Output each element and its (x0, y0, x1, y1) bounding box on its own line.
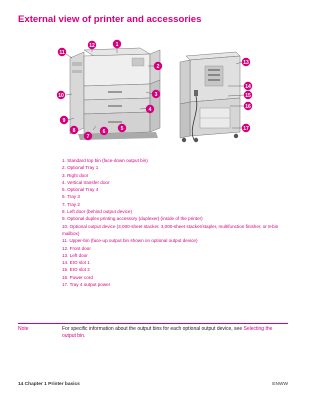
list-item: 17. Tray 4 output power (62, 282, 111, 288)
svg-text:12: 12 (89, 42, 95, 49)
list-item: 1. Standard top bin (face-down output bin) (62, 158, 148, 163)
printer-illustration (0, 36, 300, 154)
svg-text:14: 14 (245, 83, 251, 90)
page-footer-chapter: 14 Chapter 1 Printer basics (18, 382, 80, 387)
list-item: 4. Vertical transfer door (62, 179, 110, 185)
callout-10 (57, 91, 65, 99)
list-item: 6. Tray 3 (62, 194, 80, 200)
printer-front-view (70, 48, 160, 140)
list-item: 5. Optional Tray 4 (62, 187, 99, 193)
list-item: 12. Front door (62, 245, 91, 251)
list-item: 13. Left door (62, 252, 88, 258)
svg-text:8: 8 (72, 127, 76, 134)
callout-13 (242, 58, 250, 66)
note-body: For specific information about the output bins for each optional output device, see (62, 326, 243, 332)
list-item: 11. Upper-bin (face-up output bin shown on optional output device) (62, 238, 198, 244)
callout-1 (113, 40, 121, 48)
callout-17 (242, 124, 250, 132)
list-item: 10. Optional output device (3,000-sheet stacker, 3,000-sheet stacker/stapler, multifunction finisher, or 8-bin mailbox) (62, 223, 279, 236)
callout-4 (146, 105, 154, 113)
svg-text:3: 3 (154, 91, 158, 98)
note-text (62, 326, 284, 340)
svg-text:13: 13 (243, 59, 249, 66)
svg-text:1: 1 (115, 41, 119, 48)
callout-3 (152, 90, 160, 98)
svg-text:16: 16 (245, 103, 251, 110)
svg-text:15: 15 (245, 92, 251, 99)
svg-text:6: 6 (102, 128, 106, 135)
list-item: 15. EIO slot 2 (62, 267, 90, 273)
svg-text:7: 7 (86, 133, 90, 140)
list-item: 16. Power cord (62, 274, 93, 280)
note-label: Note (18, 326, 29, 332)
callout-12 (88, 41, 96, 49)
list-item: 14. EIO slot 1 (62, 260, 90, 266)
callout-8 (70, 126, 78, 134)
svg-text:10: 10 (58, 92, 64, 99)
callout-5 (118, 124, 126, 132)
list-item: 8. Left door (behind output device) (62, 209, 132, 215)
printer-rear-view (180, 52, 240, 142)
svg-text:11: 11 (59, 49, 65, 56)
callout-16 (244, 102, 252, 110)
output-bin-link[interactable]: Selecting the output bin. (62, 326, 273, 339)
page-footer-brand: ENWW (272, 382, 288, 387)
callout-11 (58, 48, 66, 56)
svg-text:2: 2 (156, 63, 160, 70)
callout-6 (100, 127, 108, 135)
list-item: 9. Optional duplex printing accessory (duplexer) (inside of the printer) (62, 216, 203, 222)
callout-14 (244, 82, 252, 90)
callout-15 (244, 91, 252, 99)
note-divider (18, 323, 288, 324)
list-item: 3. Right door (62, 172, 89, 178)
svg-text:17: 17 (243, 125, 249, 132)
callout-2 (154, 62, 162, 70)
page-title: External view of printer and accessories (18, 14, 202, 25)
svg-text:4: 4 (148, 106, 152, 113)
list-item: 2. Optional Tray 1 (62, 165, 99, 171)
svg-text:9: 9 (62, 117, 66, 124)
callout-7 (84, 132, 92, 140)
svg-text:5: 5 (120, 125, 124, 132)
callout-9 (60, 116, 68, 124)
caption-list (62, 157, 290, 288)
list-item: 7. Tray 2 (62, 201, 80, 207)
